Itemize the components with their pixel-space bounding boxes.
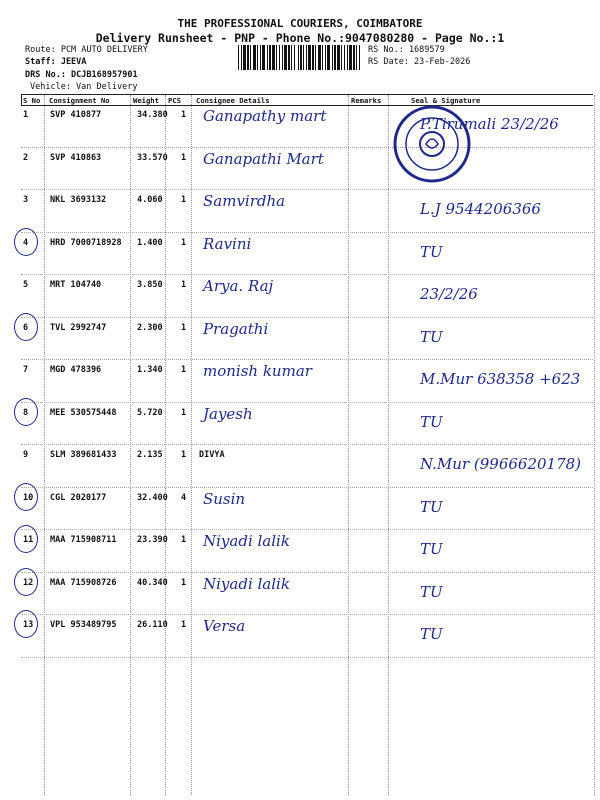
row-weight: 1.340 <box>137 365 163 375</box>
row-weight: 40.340 <box>137 577 168 588</box>
row-handwritten-name: monish kumar <box>203 362 312 380</box>
row-sno: 1 <box>23 110 29 120</box>
row-sno: 3 <box>23 195 29 205</box>
row-divider <box>21 147 593 148</box>
row-pcs: 1 <box>181 152 187 163</box>
row-divider <box>21 232 593 233</box>
col-separator <box>191 95 192 795</box>
row-sno: 5 <box>23 280 29 290</box>
row-divider <box>21 189 593 190</box>
row-handwritten-name: Versa <box>203 617 246 635</box>
row-divider <box>21 572 593 573</box>
row-consignment-no: MAA 715908711 <box>50 535 117 545</box>
row-handwritten-name: Ganapathy mart <box>203 107 327 125</box>
row-pcs: 4 <box>181 492 187 503</box>
row-sno: 6 <box>23 322 29 333</box>
row-divider <box>21 614 593 615</box>
row-divider <box>21 657 593 658</box>
row-signature: P.Tirumali 23/2/26 <box>420 115 559 133</box>
col-separator <box>44 95 45 795</box>
row-signature: 23/2/26 <box>420 285 478 303</box>
row-pcs: 1 <box>181 450 187 460</box>
row-sno: 2 <box>23 152 29 163</box>
row-signature: N.Mur (9966620178) <box>420 455 582 473</box>
row-weight: 26.110 <box>137 620 168 630</box>
col-pcs: PCS <box>168 96 181 105</box>
row-pcs: 1 <box>181 195 187 205</box>
barcode-image <box>238 45 363 70</box>
row-weight: 2.300 <box>137 322 163 333</box>
row-sno: 12 <box>23 577 34 588</box>
row-handwritten-name: Ganapathi Mart <box>203 149 324 168</box>
row-consignment-no: MGD 478396 <box>50 365 102 375</box>
row-consignee: DIVYA <box>199 450 225 460</box>
row-handwritten-name: Samvirdha <box>203 192 286 210</box>
row-consignment-no: SVP 410863 <box>50 152 102 163</box>
runsheet-subtitle: Delivery Runsheet - PNP - Phone No.:9047080280 - Page No.:1 <box>95 31 505 45</box>
row-divider <box>21 529 593 530</box>
row-consignment-no: SVP 410877 <box>50 110 102 120</box>
serial-circle-mark <box>14 610 38 638</box>
row-weight: 23.390 <box>137 535 168 545</box>
row-sno: 9 <box>23 450 29 460</box>
col-consignment: Consignment No <box>49 96 110 105</box>
row-weight: 2.135 <box>137 450 163 460</box>
row-divider <box>21 444 593 445</box>
serial-circle-mark <box>14 525 38 553</box>
row-handwritten-name: Niyadi lalik <box>203 574 290 593</box>
row-consignment-no: MAA 715908726 <box>50 577 117 588</box>
serial-circle-mark <box>14 228 38 256</box>
col-separator <box>165 95 166 795</box>
row-handwritten-name: Arya. Raj <box>203 277 274 295</box>
col-separator <box>388 95 389 795</box>
row-sno: 11 <box>23 535 34 545</box>
row-consignment-no: CGL 2020177 <box>50 492 107 503</box>
row-signature: TU <box>420 497 443 516</box>
route-label: Route: PCM AUTO DELIVERY <box>25 45 148 55</box>
rs-number: RS No.: 1689579 <box>368 45 445 55</box>
row-pcs: 1 <box>181 322 187 333</box>
row-divider <box>21 359 593 360</box>
header-bottom-rule <box>21 105 593 106</box>
col-remarks: Remarks <box>351 96 382 105</box>
row-sno: 4 <box>23 237 29 248</box>
row-consignment-no: MEE 530575448 <box>50 407 117 418</box>
row-signature: L.J 9544206366 <box>420 200 541 218</box>
seal-stamp <box>392 104 472 184</box>
row-sno: 7 <box>23 365 29 375</box>
row-pcs: 1 <box>181 577 187 588</box>
row-pcs: 1 <box>181 535 187 545</box>
row-handwritten-name: Ravini <box>203 234 252 253</box>
col-seal: Seal & Signature <box>411 96 481 105</box>
row-pcs: 1 <box>181 280 187 290</box>
row-consignment-no: VPL 953489795 <box>50 620 117 630</box>
row-sno: 8 <box>23 407 29 418</box>
row-pcs: 1 <box>181 620 187 630</box>
row-sno: 13 <box>23 620 34 630</box>
serial-circle-mark <box>14 398 38 426</box>
row-divider <box>21 487 593 488</box>
serial-circle-mark <box>14 483 38 511</box>
row-divider <box>21 317 593 318</box>
row-weight: 32.400 <box>137 492 168 503</box>
row-signature: TU <box>420 625 443 643</box>
header-top-rule <box>21 94 593 95</box>
row-consignment-no: NKL 3693132 <box>50 195 107 205</box>
row-sno: 10 <box>23 492 34 503</box>
row-consignment-no: SLM 389681433 <box>50 450 117 460</box>
row-weight: 33.570 <box>137 152 168 163</box>
row-signature: TU <box>420 327 443 346</box>
row-pcs: 1 <box>181 365 187 375</box>
row-weight: 3.850 <box>137 280 163 290</box>
row-handwritten-name: Pragathi <box>203 319 269 338</box>
row-handwritten-name: Niyadi lalik <box>203 532 290 550</box>
col-consignee: Consignee Details <box>196 96 270 105</box>
row-pcs: 1 <box>181 110 187 120</box>
col-separator <box>130 95 131 795</box>
row-signature: TU <box>420 582 443 601</box>
row-weight: 5.720 <box>137 407 163 418</box>
col-separator <box>348 95 349 795</box>
row-handwritten-name: Jayesh <box>203 404 253 423</box>
vehicle-label: Vehicle: Van Delivery <box>30 82 138 92</box>
drs-label: DRS No.: DCJB168957901 <box>25 70 138 80</box>
row-consignment-no: MRT 104740 <box>50 280 102 290</box>
company-title: THE PROFESSIONAL COURIERS, COIMBATORE <box>177 17 423 30</box>
row-consignment-no: TVL 2992747 <box>50 322 107 333</box>
serial-circle-mark <box>14 568 38 596</box>
row-weight: 34.380 <box>137 110 168 120</box>
rs-date: RS Date: 23-Feb-2026 <box>368 57 471 67</box>
col-separator <box>594 95 595 795</box>
row-signature: M.Mur 638358 +623 <box>420 370 581 388</box>
row-pcs: 1 <box>181 237 187 248</box>
col-weight: Weight <box>133 96 159 105</box>
staff-label: Staff: JEEVA <box>25 57 87 67</box>
row-signature: TU <box>420 540 443 558</box>
row-signature: TU <box>420 412 443 431</box>
serial-circle-mark <box>14 313 38 341</box>
header-left-edge <box>21 94 22 105</box>
row-weight: 4.060 <box>137 195 163 205</box>
row-handwritten-name: Susin <box>203 489 246 508</box>
row-pcs: 1 <box>181 407 187 418</box>
row-weight: 1.400 <box>137 237 163 248</box>
row-signature: TU <box>420 242 443 261</box>
row-consignment-no: HRD 7000718928 <box>50 237 122 248</box>
col-sno: S No <box>23 96 41 105</box>
row-divider <box>21 402 593 403</box>
row-divider <box>21 274 593 275</box>
